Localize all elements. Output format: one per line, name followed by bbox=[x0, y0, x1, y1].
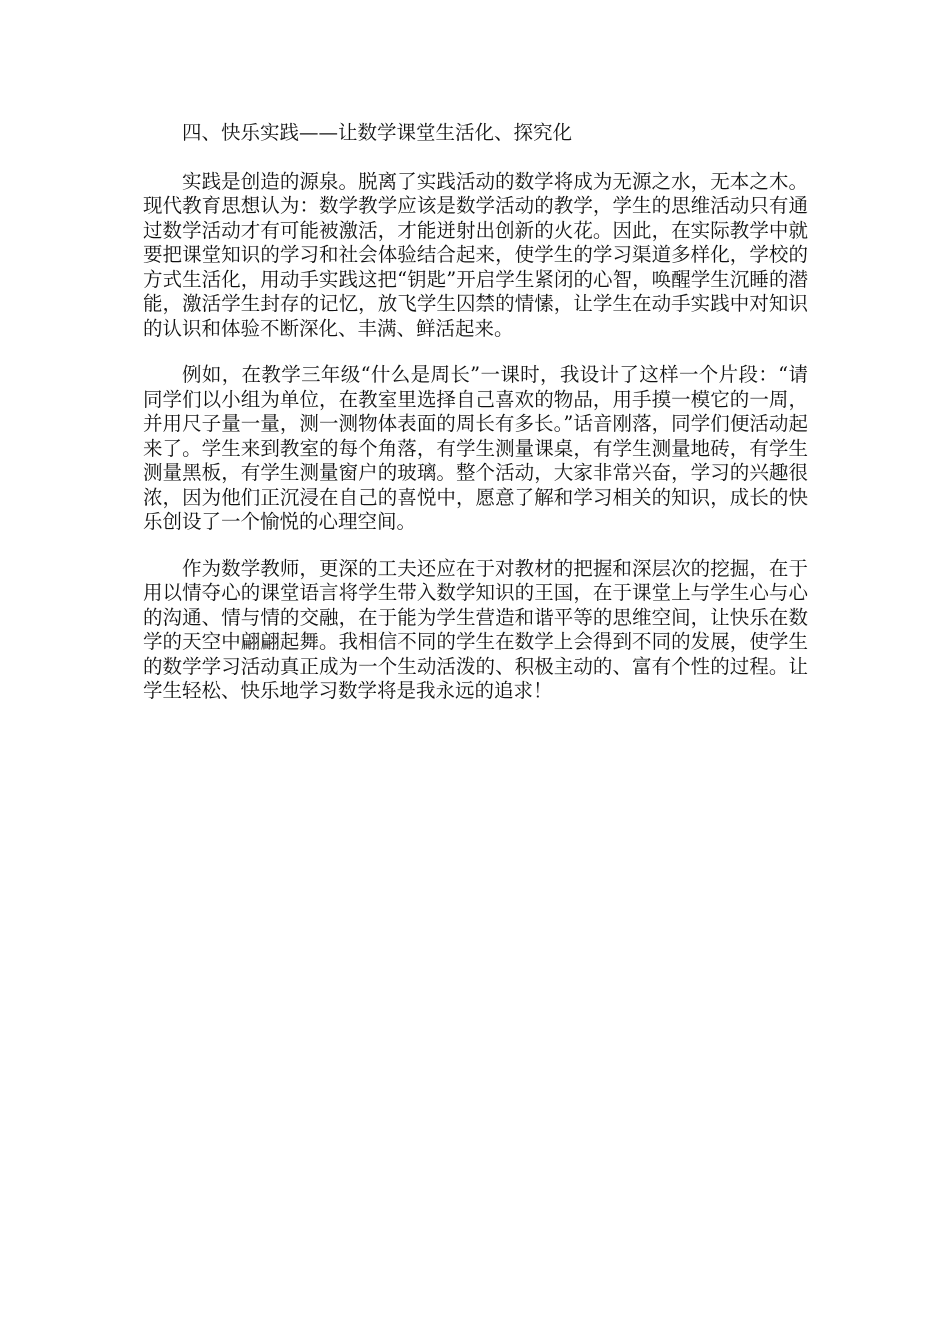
document-body bbox=[143, 121, 808, 726]
section-heading: 四、快乐实践——让数学课堂生活化、探究化 bbox=[182, 121, 573, 144]
paragraph-example: 例如，在教学三年级“什么是周长”一课时，我设计了这样一个片段：“请同学们以小组为单位，在教室里选择自己喜欢的物品，用手摸一模它的一周，并用尺子量一量，测一测物体表面的周长有多长。”话音刚落，同学们便活动起来了。学生来到教室的每个角落，有学生测量课桌，有学生测量地砖，有学生测量黑板，有学生测量窗户的玻璃。整个活动，大家非常兴奋，学习的兴趣很浓，因为他们正沉浸在自己的喜悦中，愿意了解和学习相关的知识，成长的快乐创设了一个愉悦的心理空间。 bbox=[143, 363, 808, 533]
paragraph-practice: 实践是创造的源泉。脱离了实践活动的数学将成为无源之水，无本之木。现代教育思想认为：数学教学应该是数学活动的教学，学生的思维活动只有通过数学活动才有可能被激活，才能迸射出创新的火花。因此，在实际教学中就要把课堂知识的学习和社会体验结合起来，使学生的学习渠道多样化，学校的方式生活化，用动手实践这把“钥匙”开启学生紧闭的心智，唤醒学生沉睡的潜能，激活学生封存的记忆，放飞学生囚禁的情愫，让学生在动手实践中对知识的认识和体验不断深化、丰满、鲜活起来。 bbox=[143, 169, 808, 340]
paragraph-teacher: 作为数学教师，更深的工夫还应在于对教材的把握和深层次的挖掘，在于用以情夺心的课堂语言将学生带入数学知识的王国，在于课堂上与学生心与心的沟通、情与情的交融，在于能为学生营造和谐平等的思维空间，让快乐在数学的天空中翩翩起舞。我相信不同的学生在数学上会得到不同的发展，使学生的数学学习活动真正成为一个生动活泼的、积极主动的、富有个性的过程。让学生轻松、快乐地学习数学将是我永远的追求！ bbox=[143, 556, 808, 702]
